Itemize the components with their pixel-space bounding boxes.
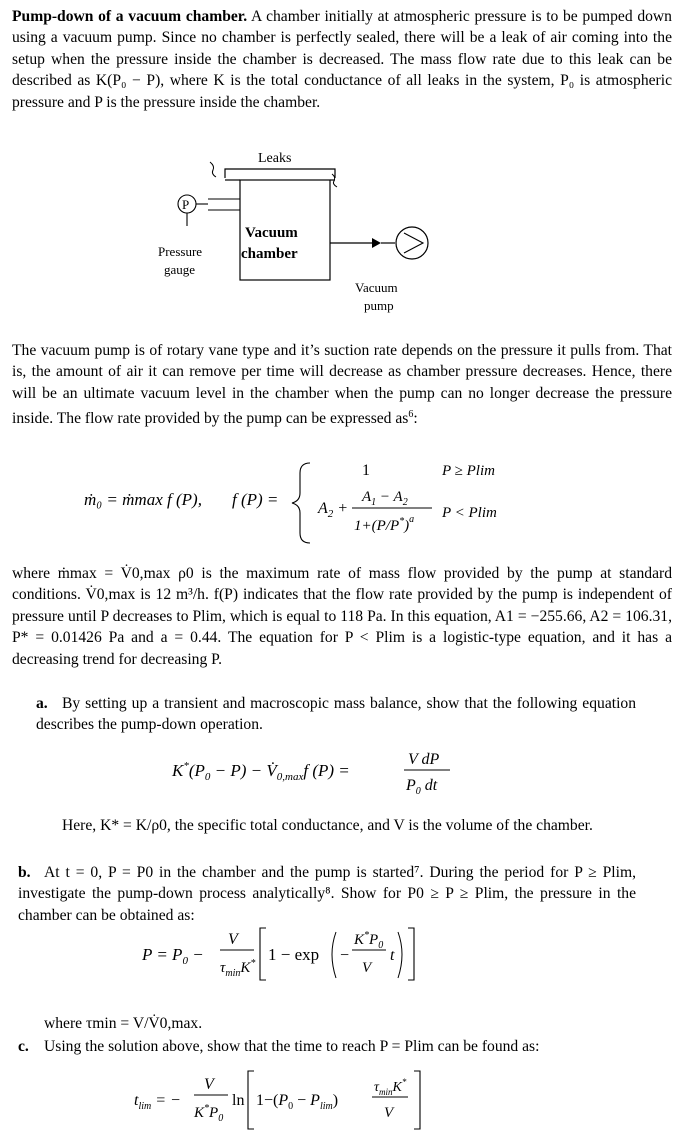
svg-text:τminK*: $\tau_{min}K^*$ — [220, 958, 256, 979]
time-to-limit-equation — [128, 1067, 438, 1133]
pump-label-1: Vacuum — [355, 280, 398, 295]
where-paragraph: where ṁmax = V̇0,max ρ0 is the maximum rate of mass flow provided by the pump at standard conditions. V̇0,max is 12 m³/h. f(P) indicates that the flow rate provided by the pump is independent of pressure until P decreases to Plim, which is equal to 118 Pa. In this equation, A1 = −255.66, A2 = 106.31, P* = 0.01426 Pa and a = 0.44. The equation for P < Plim is a logistic-type equation, and it has a decreasing trend for decreasing P. — [12, 565, 672, 668]
intro-text: A chamber initially at atmospheric pressure is to be pumped down using a vacuum pump. Since no chamber is perfectly sealed, there will be a leak of air coming into the setup when the pressure inside the chamber is decreased. The mass flow rate due to this leak can be described as K(P₀ − P), where K is the total conductance of all leaks in the system, P₀ is atmospheric pressure and P is the pressure inside the chamber. — [12, 8, 672, 111]
svg-text:P0 dt: $P_0$ dt — [406, 777, 438, 797]
vacuum-chamber-diagram — [150, 142, 430, 322]
leak-squiggle-left — [210, 162, 216, 177]
pump-label-2: pump — [364, 298, 394, 313]
svg-text:K*P0: $K^*P_0$ — [194, 1103, 224, 1124]
mass-balance-equation — [170, 742, 470, 798]
intro-paragraph — [12, 6, 672, 113]
f-of-p-label: f (P) = — [232, 490, 279, 509]
case-2-numerator: $A_1 - A_2$ — [362, 489, 408, 508]
chamber-label-2: chamber — [241, 246, 298, 262]
case-1-value: 1 — [362, 462, 370, 479]
flow-arrow — [372, 238, 381, 248]
case-2-denominator: $1+(P/P^*)^a$ — [354, 514, 415, 534]
leak-pipe — [225, 169, 335, 178]
svg-text:ln: ln — [232, 1092, 245, 1109]
mass-flow-lhs: ṁ₀ = ṁmax f (P), — [84, 490, 202, 509]
svg-text:1−(P0 − Plim): $1-(P_0 - P_{lim})$ — [256, 1092, 339, 1112]
chamber-label-1: Vacuum — [245, 225, 298, 241]
pump-paragraph: The vacuum pump is of rotary vane type and it’s suction rate depends on the pressure it pulls from. That is, the amount of air it can remove per time will decrease as chamber pressure decreases. Hence, there will be an ultimate vacuum level in the chamber when the pump can no longer decrease the pressure inside. The flow rate provided by the pump can be expressed $as^6$: — [12, 342, 672, 428]
svg-text:tlim = −: $t_{lim}$ = − — [134, 1092, 181, 1112]
svg-text:V dP: V dP — [408, 751, 440, 768]
case-2-condition: P < Plim — [442, 505, 497, 521]
svg-text:V: V — [228, 931, 238, 948]
leaks-label: Leaks — [258, 151, 292, 166]
svg-text:P = P0 −: $P = P_0$ − — [142, 945, 204, 967]
svg-text:K*P0: $K^*P_0$ — [354, 930, 384, 951]
svg-text:V: V — [204, 1076, 214, 1093]
svg-text:τminK*: $\tau_{min}K^*$ — [374, 1077, 407, 1097]
intro-heading: Pump-down of a vacuum chamber. — [12, 8, 248, 25]
part-a: a. By setting up a transient and macroscopic mass balance, show that the following equation describes the pump-down operation. — [36, 695, 636, 734]
part-b-note: where τmin = V/V̇0,max. — [44, 1015, 203, 1032]
svg-text:t: t — [390, 947, 395, 964]
svg-text:K*(P0 − P) − V̇0,maxf (P) =: $K^*(P_0 - P)$ − $V̇_{0,max}f$ (P) = — [172, 760, 350, 783]
pressure-solution-equation — [140, 920, 440, 990]
svg-text:V: V — [362, 960, 372, 976]
brace — [292, 463, 310, 543]
svg-text:−: − — [340, 947, 350, 964]
gauge-label-2: gauge — [164, 262, 196, 277]
part-c: c. Using the solution above, show that the time to reach P = Plim can be found as: — [18, 1038, 540, 1055]
svg-text:V: V — [384, 1105, 394, 1121]
case-2-formula: $A_2$ + — [318, 500, 349, 520]
svg-text:1 − exp: 1 − exp — [268, 945, 320, 964]
part-b: b. At t = 0, P = P0 in the chamber and the pump is started⁷. During the period for P ≥ Plim, investigate the pump-down process analytically⁸. Show for P0 ≥ P ≥ Plim, the pressure in the chamber can be obtained as: — [18, 864, 636, 924]
flow-rate-equation — [80, 455, 520, 555]
gauge-symbol: P — [182, 197, 190, 212]
part-a-note: Here, K* = K/ρ0, the specific total conductance, and V is the volume of the chamber. — [62, 817, 593, 834]
gauge-label-1: Pressure — [158, 244, 203, 259]
case-1-condition: P ≥ Plim — [442, 463, 495, 479]
